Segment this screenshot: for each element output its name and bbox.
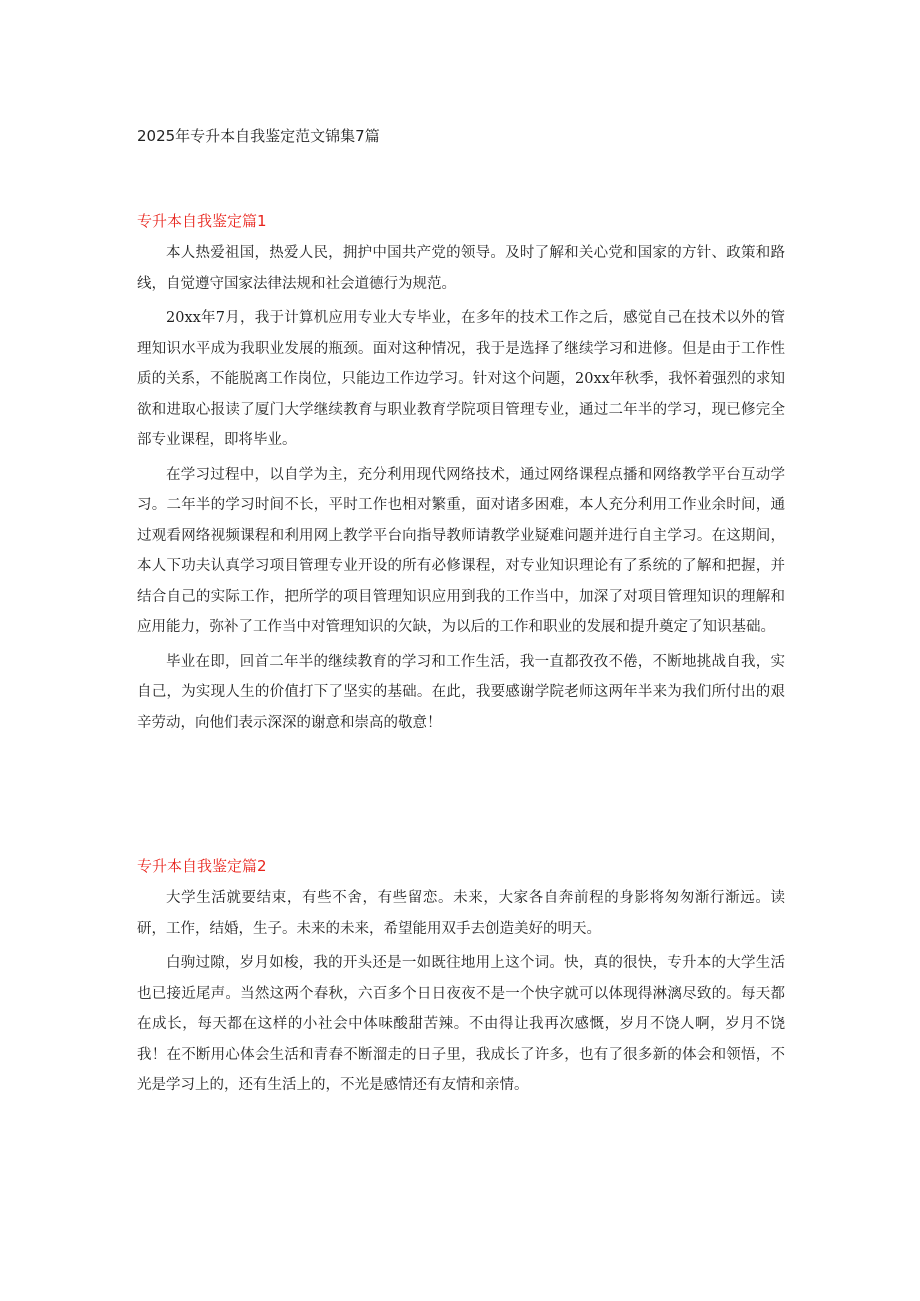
section-heading: 专升本自我鉴定篇1 — [137, 212, 267, 230]
paragraph: 毕业在即，回首二年半的继续教育的学习和工作生活，我一直都孜孜不倦，不断地挑战自我，实自己，为实现人生的价值打下了坚实的基础。在此，我要感谢学院老师这两年半来为我们所付出的艰辛劳动，向他们表示深深的谢意和崇高的敬意！ — [137, 653, 785, 731]
section-1 — [137, 210, 785, 742]
section-2 — [137, 855, 785, 1105]
document-title: 2025年专升本自我鉴定范文锦集7篇 — [137, 127, 380, 145]
paragraph: 白驹过隙，岁月如梭，我的开头还是一如既往地用上这个词。快，真的很快，专升本的大学生活也已接近尾声。当然这两个春秋，六百多个日日夜夜不是一个快字就可以体现得淋漓尽致的。每天都在成长，每天都在这样的小社会中体味酸甜苦辣。不由得让我再次感慨，岁月不饶人啊，岁月不饶我！在不断用心体会生活和青春不断溜走的日子里，我成长了许多，也有了很多新的体会和领悟，不光是学习上的，还有生活上的，不光是感情还有友情和亲情。 — [137, 955, 785, 1093]
paragraph: 大学生活就要结束，有些不舍，有些留恋。未来，大家各自奔前程的身影将匆匆渐行渐远。读研，工作，结婚，生子。未来的未来，希望能用双手去创造美好的明天。 — [137, 890, 785, 937]
paragraph: 20xx年7月，我于计算机应用专业大专毕业，在多年的技术工作之后，感觉自己在技术以外的管理知识水平成为我职业发展的瓶颈。面对这种情况，我于是选择了继续学习和进修。但是由于工作性质的关系，不能脱离工作岗位，只能边工作边学习。针对这个问题，20xx年秋季，我怀着强烈的求知欲和进取心报读了厦门大学继续教育与职业教育学院项目管理专业，通过二年半的学习，现已修完全部专业课程，即将毕业。 — [137, 310, 785, 448]
paragraph: 在学习过程中，以自学为主，充分利用现代网络技术，通过网络课程点播和网络教学平台互动学习。二年半的学习时间不长，平时工作也相对繁重，面对诸多困难，本人充分利用工作业余时间，通过观看网络视频课程和利用网上教学平台向指导教师请教学业疑难问题并进行自主学习。在这期间，本人下功夫认真学习项目管理专业开设的所有必修课程，对专业知识理论有了系统的了解和把握，并结合自己的实际工作，把所学的项目管理知识应用到我的工作当中，加深了对项目管理知识的理解和应用能力，弥补了工作当中对管理知识的欠缺，为以后的工作和职业的发展和提升奠定了知识基础。 — [137, 466, 785, 635]
paragraph: 本人热爱祖国，热爱人民，拥护中国共产党的领导。及时了解和关心党和国家的方针、政策和路线，自觉遵守国家法律法规和社会道德行为规范。 — [137, 245, 785, 292]
section-heading: 专升本自我鉴定篇2 — [137, 857, 267, 875]
